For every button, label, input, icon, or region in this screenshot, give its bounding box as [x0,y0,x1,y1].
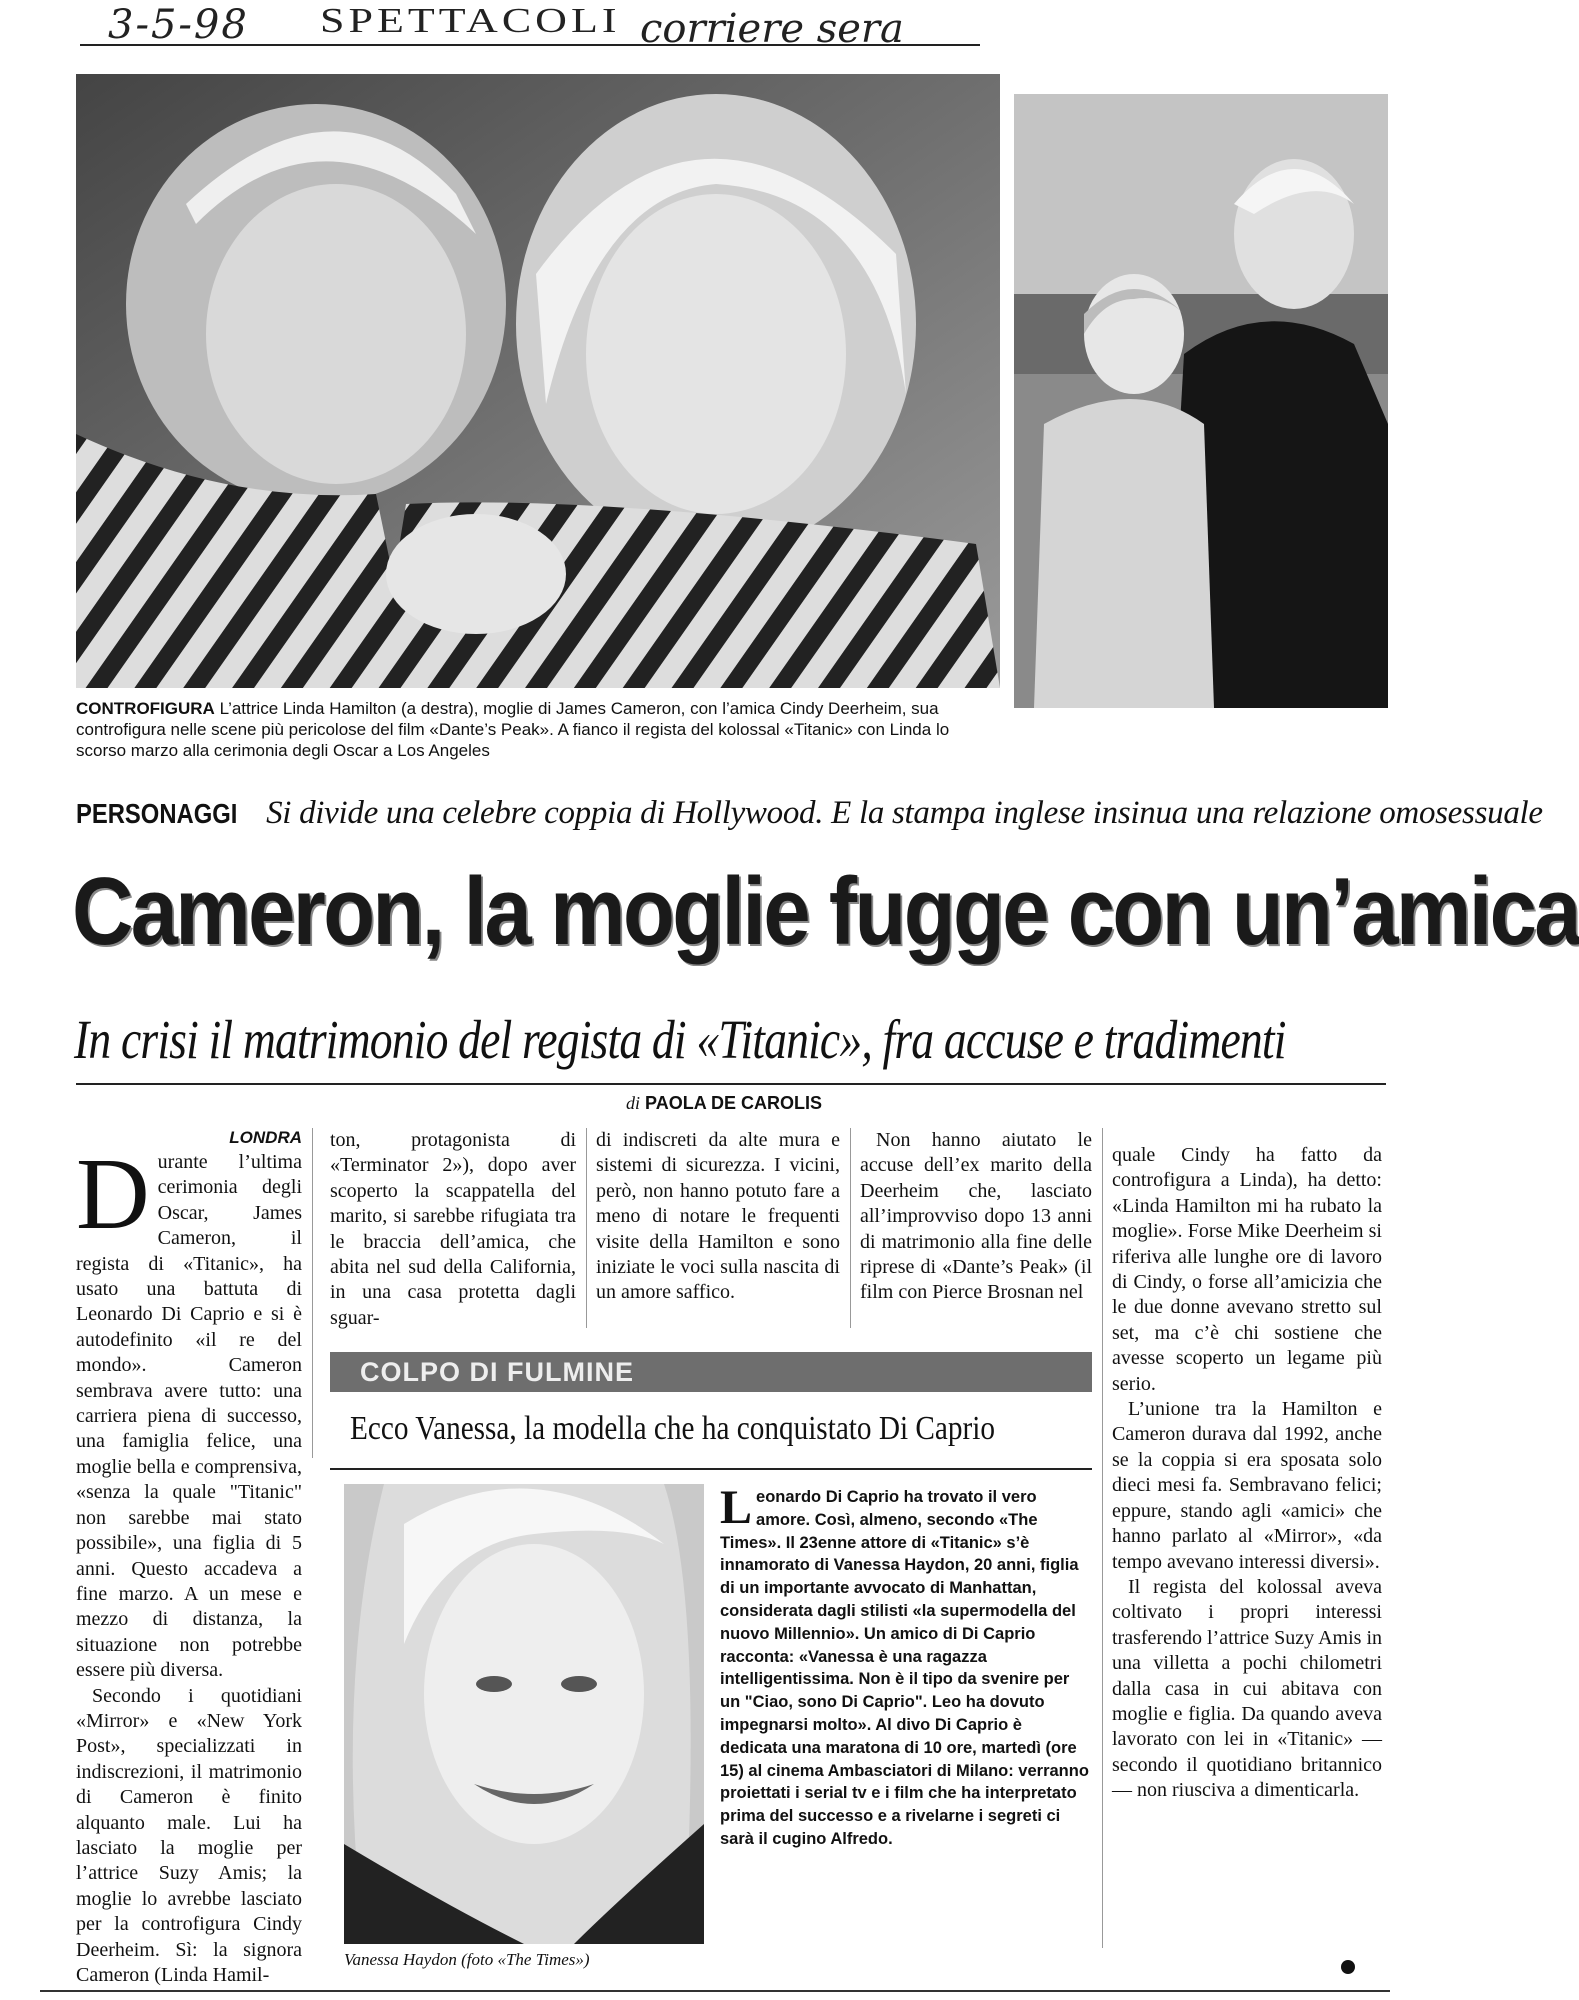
article-column-2 [330,1128,576,1331]
byline-name: PAOLA DE CAROLIS [645,1093,823,1113]
newspaper-name: corriere sera [640,6,904,52]
col5-paragraph-2: L’unione tra la Hamilton e Cameron durava dal 1992, anche se la coppia si era sposata solo dieci mesi fa. Sembravano felici; eppure, stando agli «amici» che hanno parlato al «Mirror», «da tempo avevano interessi diversi». [1112,1398,1382,1573]
dateline: LONDRA [229,1128,302,1147]
col1-paragraph-1: urante l’ultima cerimonia degli Oscar, James Cameron, il regista di «Titanic», ha usato una battuta di Leonardo Di Caprio e si è autodefinito «il re del mondo». Cameron sembrava avere tutto: una carriera piena di successo, una famiglia felice, una moglie bella e comprensiva, «senza la quale "Titanic" non sarebbe mai stato possibile», una figlia di 5 anni. Questo accadeva a fine marzo. A un mese e mezzo di distanza, la situazione non potrebbe essere più diversa. [76,1151,302,1682]
article-headline: Cameron, la moglie fugge con un’amica [72,858,1579,965]
photo-cameron-linda-oscar [1014,94,1388,708]
sidebar-banner: COLPO DI FULMINE [330,1352,1092,1392]
photo-vanessa-haydon [344,1484,704,1944]
photo-hamilton-deerheim [76,74,1000,688]
column-divider [312,1128,313,1458]
sidebar-photo-caption: Vanessa Haydon (foto «The Times») [344,1950,590,1969]
article-subhead: In crisi il matrimonio del regista di «Titanic», fra accuse e tradimenti [74,1009,1286,1070]
article-kicker [76,795,1543,832]
col5-paragraph-3: Il regista del kolossal aveva coltivato i propri interessi trasferendo l’attrice Suzy Amis in una villetta a pochi chilometri dalla casa in cui abitava con moglie e figlia. Da quando aveva lavorato con lei in «Titanic» — secondo il quotidiano britannico — non riusciva a dimenticarla. [1112,1575,1382,1802]
article-column-1 [76,1126,302,1988]
clipping-date: 3-5-98 [108,2,249,48]
article-column-3 [596,1128,840,1306]
bottom-rule [40,1990,1390,1992]
kicker-text: Si divide una celebre coppia di Hollywood. E la stampa inglese insinua una relazione omosessuale [266,795,1543,831]
byline [626,1093,822,1114]
section-title: SPETTACOLI [320,0,621,41]
caption-text: L’attrice Linda Hamilton (a destra), moglie di James Cameron, con l’amica Cindy Deerheim, sua controfigura nelle scene più pericolose del film «Dante’s Peak». A fianco il regista del kolossal «Titanic» con Linda lo scorso marzo alla cerimonia degli Oscar a Los Angeles [76,699,950,760]
header-rule [80,44,980,46]
col3-paragraph-1: di indiscreti da alte mura e sistemi di sicurezza. I vicini, però, non hanno potuto fare a meno di notare le frequenti visite della Hamilton e sono iniziate le voci sulla nascita di un amore saffico. [596,1129,840,1304]
article-column-5 [1112,1143,1382,1804]
sidebar-text: eonardo Di Caprio ha trovato il vero amore. Così, almeno, secondo «The Times». Il 23enne attore di «Titanic» s’è innamorato di Vanessa Haydon, 20 anni, figlia di un importante avvocato di Manhattan, considerata dagli stilisti «la supermodella del nuovo Millennio». Un amico di Di Caprio racconta: «Vanessa è una ragazza intelligentissima. Non è il tipo da svenire per un "Ciao, sono Di Caprio". Leo ha dovuto impegnarsi molto». Al divo Di Caprio è dedicata una maratona di 10 ore, martedì (ore 15) al cinema Ambasciatori di Milano: verranno proiettati i serial tv e i film che ha interpretato prima del successo e a rivelarne i segreti ci sarà il cugino Alfredo. [720,1488,1089,1848]
column-divider [850,1128,851,1328]
caption-label: CONTROFIGURA [76,699,215,718]
column-divider [1102,1128,1103,1948]
sidebar-title: Ecco Vanessa, la modella che ha conquistato Di Caprio [350,1410,995,1447]
column-divider [586,1128,587,1328]
col1-paragraph-2: Secondo i quotidiani «Mirror» e «New York Post», specializzati in indiscrezioni, il matrimonio di Cameron è finito alquanto male. Lui ha lasciato la moglie per l’attrice Suzy Amis; la moglie lo avrebbe lasciato per la controfigura Cindy Deerheim. Sì: la signora Cameron (Linda Hamil- [76,1684,302,1986]
end-mark [1341,1960,1355,1974]
sidebar-rule [330,1468,1092,1470]
article-dropcap: D [76,1138,150,1251]
col5-paragraph-1: quale Cindy ha fatto da controfigura a Linda), ha detto: «Linda Hamilton mi ha rubato la moglie». Forse Mike Deerheim si riferiva alle lunghe ore di lavoro di Cindy, o forse all’amicizia che le due donne avevano stretto sul set, ma c’è chi sostiene che avesse scoperto un legame più serio. [1112,1144,1382,1395]
col4-paragraph-1: Non hanno aiutato le accuse dell’ex marito della Deerheim che, lasciato all’improvviso dopo 13 anni di matrimonio alla fine delle riprese di «Dante’s Peak» (il film con Pierce Brosnan nel [860,1129,1092,1304]
headline-rule [76,1083,1386,1085]
sidebar-body [720,1481,1090,1851]
kicker-label: PERSONAGGI [76,798,238,829]
byline-prefix: di [626,1093,641,1113]
photo-caption [76,698,996,761]
article-column-4 [860,1128,1092,1306]
col2-paragraph-1: ton, protagonista di «Terminator 2»), dopo aver scoperto la scappatella del marito, si sarebbe rifugiata tra le braccia dell’amica, che abita nel sud della California, in una casa protetta dagli sguar- [330,1129,576,1329]
sidebar-dropcap: L [720,1481,753,1534]
